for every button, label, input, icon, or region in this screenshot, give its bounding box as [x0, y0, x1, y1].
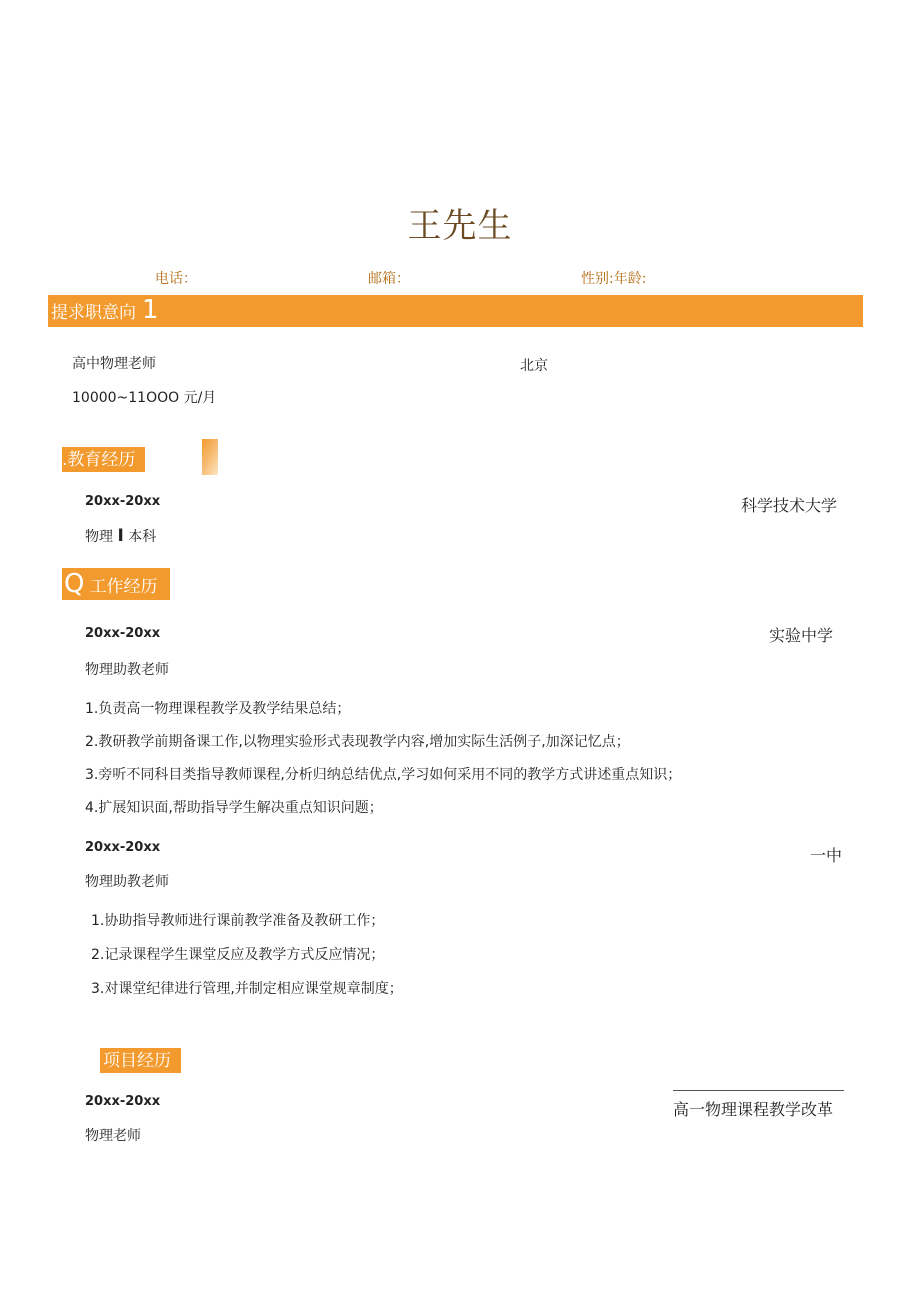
work-icon: Q — [64, 569, 85, 599]
job-1-duty: 2.教研教学前期备课工作,以物理实验形式表现教学内容,增加实际生活例子,加深记忆点； — [85, 734, 630, 750]
work-title: 工作经历 — [89, 577, 158, 597]
education-degree: 本科 — [128, 529, 157, 545]
job-intent-title: 提求职意向 — [51, 303, 136, 323]
job-2-duty: 2.记录课程学生课堂反应及教学方式反应情况； — [91, 947, 385, 963]
job-2-duty: 1.协助指导教师进行课前教学准备及教研工作； — [91, 913, 385, 929]
project-role: 物理老师 — [85, 1128, 141, 1144]
job-1-duty: 4.扩展知识面,帮助指导学生解决重点知识问题； — [85, 800, 383, 816]
education-header — [62, 447, 145, 472]
education-period: 20xx-20xx — [85, 494, 161, 509]
desired-salary: 10000~11OOO 元/月 — [72, 390, 217, 406]
education-title: .教育经历 — [62, 450, 136, 470]
job-2-company: 一中 — [810, 846, 843, 865]
project-divider — [673, 1090, 844, 1091]
education-school: 科学技术大学 — [741, 496, 838, 515]
job-2-duty: 3.对课堂纪律进行管理,并制定相应课堂规章制度； — [91, 981, 403, 997]
job-2-role: 物理助教老师 — [85, 874, 169, 890]
project-title: 项目经历 — [103, 1051, 171, 1071]
job-intent-header — [48, 295, 863, 327]
phone-label: 电话： — [155, 271, 197, 287]
gender-age-label: 性别:年龄: — [581, 271, 647, 287]
project-header — [100, 1048, 181, 1073]
project-name: 高一物理课程教学改革 — [673, 1100, 834, 1119]
education-major: 物理 — [85, 529, 113, 545]
education-major-line — [85, 526, 156, 546]
desired-city: 北京 — [520, 358, 548, 374]
work-header — [62, 568, 170, 600]
decor-bar-icon — [202, 439, 218, 475]
project-period: 20xx-20xx — [85, 1094, 161, 1109]
job-1-company: 实验中学 — [769, 626, 834, 645]
candidate-name: 王先生 — [407, 206, 513, 246]
email-label: 邮箱： — [368, 271, 410, 287]
job-1-period: 20xx-20xx — [85, 626, 161, 641]
job-1-role: 物理助教老师 — [85, 662, 169, 678]
education-separator: I — [117, 526, 124, 546]
job-2-period: 20xx-20xx — [85, 840, 161, 855]
job-1-duty: 1.负责高一物理课程教学及教学结果总结； — [85, 701, 351, 717]
job-1-duty: 3.旁听不同科目类指导教师课程,分析归纳总结优点,学习如何采用不同的教学方式讲述重点知识； — [85, 767, 682, 783]
desired-position: 高中物理老师 — [72, 356, 156, 372]
section-number: 1 — [142, 295, 159, 325]
